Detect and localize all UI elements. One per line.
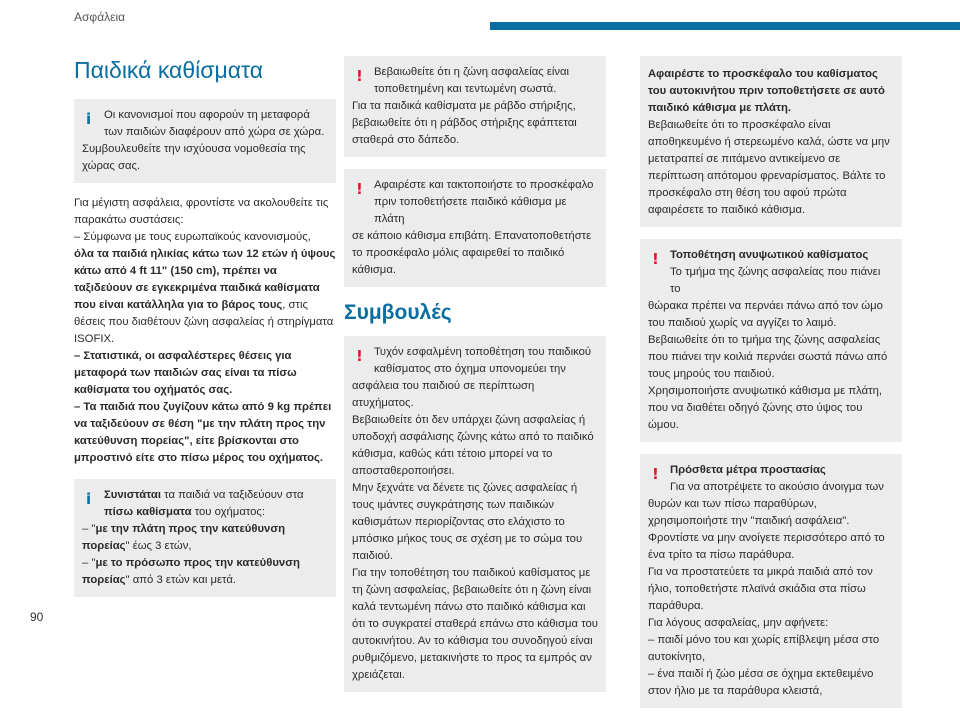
paragraph-european-rules: – Σύμφωνα με τους ευρωπαϊκούς κανονισμούς, όλα τα παιδιά ηλικίας κάτω των 12 ετών ή ύψους κάτω από 4 ft 11" (150 cm), πρέπει να ταξιδεύουν σε εγκεκριμένα παιδικά καθίσματα που είναι κατάλληλα για το βάρος τους, στις θέσεις που διαθέτουν ζώνη ασφαλείας ή στηρίγματα ISOFIX. [74,231,336,346]
extra-protection-text-5: Για λόγους ασφαλείας, μην αφήνετε: [648,617,829,629]
warning-box-headrest [344,169,606,287]
booster-seat-title: Τοποθέτηση ανυψωτικού καθίσματος [670,249,869,261]
warning-icon: ! [652,250,659,268]
info-box-text-2: Συμβουλευθείτε την ισχύουσα νομοθεσία της χώρας σας. [82,143,306,173]
booster-seat-text-4: Χρησιμοποιήστε ανυψωτικό κάθισμα με πλάτη, που να διαθέτει οδηγό ζώνης στο ύψος του ώμου. [648,385,883,431]
info-box [74,99,336,183]
column-1 [74,56,336,609]
column-2 [344,56,606,704]
header-accent-bar [490,22,960,30]
extra-protection-text-3: Φροντίστε να μην ανοίγετε περισσότερο από το ένα τρίτο τα πίσω παράθυρα. [648,532,885,561]
headrest-text: Βεβαιωθείτε ότι το προσκέφαλο είναι αποθηκευμένο ή στερεωμένο καλά, ώστε να μην μετατραπεί σε πιτάμενο αντικείμενο σε περίπτωση απότομου φρεναρίσματος. Βάλτε το προσκέφαλο στη θέση του αφού πρώτα αφαιρέσετε το παιδικό κάθισμα. [648,119,890,216]
booster-seat-text-3: Βεβαιωθείτε ότι το τμήμα της ζώνης ασφαλείας που πιάνει την κοιλιά περνάει σωστά πάνω από τους μηρούς του παιδιού. [648,334,888,380]
info-box-2-list-item: – "με την πλάτη προς την κατεύθυνση πορείας" έως 3 ετών, [82,523,285,553]
page-title: Παιδικά καθίσματα [74,57,264,83]
warning-text-4: Μην ξεχνάτε να δένετε τις ζώνες ασφαλείας ή τους ιμάντες συγκράτησης των παιδικών καθισμάτων περιορίζοντας στο ελάχιστο το μπόσικο μήκος τους σε σχέση με το σώμα του παιδιού. [352,482,583,563]
info-icon: i [86,110,92,129]
paragraph-under-9kg: – Τα παιδιά που ζυγίζουν κάτω από 9 kg πρέπει να ταξιδεύουν σε θέση "με την πλάτη προς την κατεύθυνση πορείας", είτε βρίσκονται στο μπροστινό είτε στο πίσω μέρος του οχήματος. [74,401,332,465]
warning-box-seatbelt [344,56,606,157]
warning-text-2: ασφάλεια του παιδιού σε περίπτωση ατυχήματος. [352,380,535,410]
extra-protection-text: Για να αποτρέψετε το ακούσιο άνοιγμα των [670,481,884,493]
warning-text: Αφαιρέστε και τακτοποιήστε το προσκέφαλο πριν τοποθετήσετε παιδικό κάθισμα με πλάτη [374,179,594,225]
info-box-2-list-item: – "με το πρόσωπο προς την κατεύθυνση πορείας" από 3 ετών και μετά. [82,557,300,587]
warning-text-2: σε κάποιο κάθισμα επιβάτη. Επανατοποθετήστε το προσκέφαλο μόλις αφαιρεθεί το παιδικό κάθισμα. [352,230,592,276]
info-box-text: Οι κανονισμοί που αφορούν τη μεταφορά των παιδιών διαφέρουν από χώρα σε χώρα. [104,109,325,139]
headrest-heading: Αφαιρέστε το προσκέφαλο του καθίσματος του αυτοκινήτου πριν τοποθετήσετε σε αυτό παιδικό κάθισμα με πλάτη. [648,68,885,114]
paragraph: Για μέγιστη ασφάλεια, φροντίστε να ακολουθείτε τις παρακάτω συστάσεις: [74,197,329,227]
warning-text-2: Για τα παιδικά καθίσματα με ράβδο στήριξης, βεβαιωθείτε ότι η ράβδος στήριξης εφάπτεται σταθερά στο δάπεδο. [352,100,577,146]
header-title: Ασφάλεια [74,10,126,24]
warning-text: Τυχόν εσφαλμένη τοποθέτηση του παιδικού καθίσματος στο όχημα υπονομεύει την [374,346,592,376]
extra-protection-title: Πρόσθετα μέτρα προστασίας [670,464,826,476]
tips-heading: Συμβουλές [344,301,452,324]
warning-text-5: Για την τοποθέτηση του παιδικού καθίσματος με τη ζώνη ασφαλείας, βεβαιωθείτε ότι η ζώνη είναι καλά τεντωμένη πάνω στο παιδικό κάθισμα και ότι το συγκρατεί σταθερά επάνω στο κάθισμα του αυτοκινήτου. Αν το κάθισμα του συνοδηγού είναι ρυθμιζόμενο, μετακινήστε το προς τα εμπρός αν χρειάζεται. [352,567,598,682]
booster-seat-text: Το τμήμα της ζώνης ασφαλείας που πιάνει το [670,266,881,295]
safety-recommendations [74,195,336,467]
info-icon: i [86,490,92,509]
warning-text-3: Βεβαιωθείτε ότι δεν υπάρχει ζώνη ασφαλείας ή υποδοχή ασφάλισης ζώνης κάτω από το παιδικό κάθισμα, καθώς κάτι τέτοιο μπορεί να το αποσταθεροποιήσει. [352,414,594,478]
warning-text: Βεβαιωθείτε ότι η ζώνη ασφαλείας είναι τοποθετημένη και τεντωμένη σωστά. [374,66,570,95]
warning-icon: ! [356,67,363,85]
info-box-2 [74,479,336,597]
warning-icon: ! [652,465,659,483]
paragraph-rear-seats: – Στατιστικά, οι ασφαλέστερες θέσεις για μεταφορά των παιδιών σας είναι τα πίσω καθίσματα του οχήματός σας. [74,350,297,397]
page-number: 90 [30,610,44,624]
extra-protection-box [640,454,902,708]
column-3 [640,56,902,720]
extra-protection-list-item: – ένα παιδί ή ζώο μέσα σε όχημα εκτεθειμένο στον ήλιο με τα παράθυρα κλειστά, [648,668,874,697]
info-box-2-text: Συνιστάται τα παιδιά να ταξιδεύουν στα πίσω καθίσματα του οχήματος: [104,489,304,519]
headrest-box [640,56,902,227]
booster-seat-text-2: θώρακα πρέπει να περνάει πάνω από τον ώμο του παιδιού χωρίς να αγγίζει το λαιμό. [648,300,883,329]
warning-icon: ! [356,347,363,366]
extra-protection-text-2: θυρών και των πίσω παραθύρων, χρησιμοποιήστε την "παιδική ασφάλεια". [648,498,850,527]
warning-icon: ! [356,180,363,198]
warning-box-installation [344,336,606,692]
extra-protection-list-item: – παιδί μόνο του και χωρίς επίβλεψη μέσα στο αυτοκίνητο, [648,634,880,663]
extra-protection-text-4: Για να προστατεύετε τα μικρά παιδιά από τον ήλιο, τοποθετήστε πλαϊνά σκιάδια στα πίσω παράθυρα. [648,566,873,612]
booster-seat-box [640,239,902,442]
